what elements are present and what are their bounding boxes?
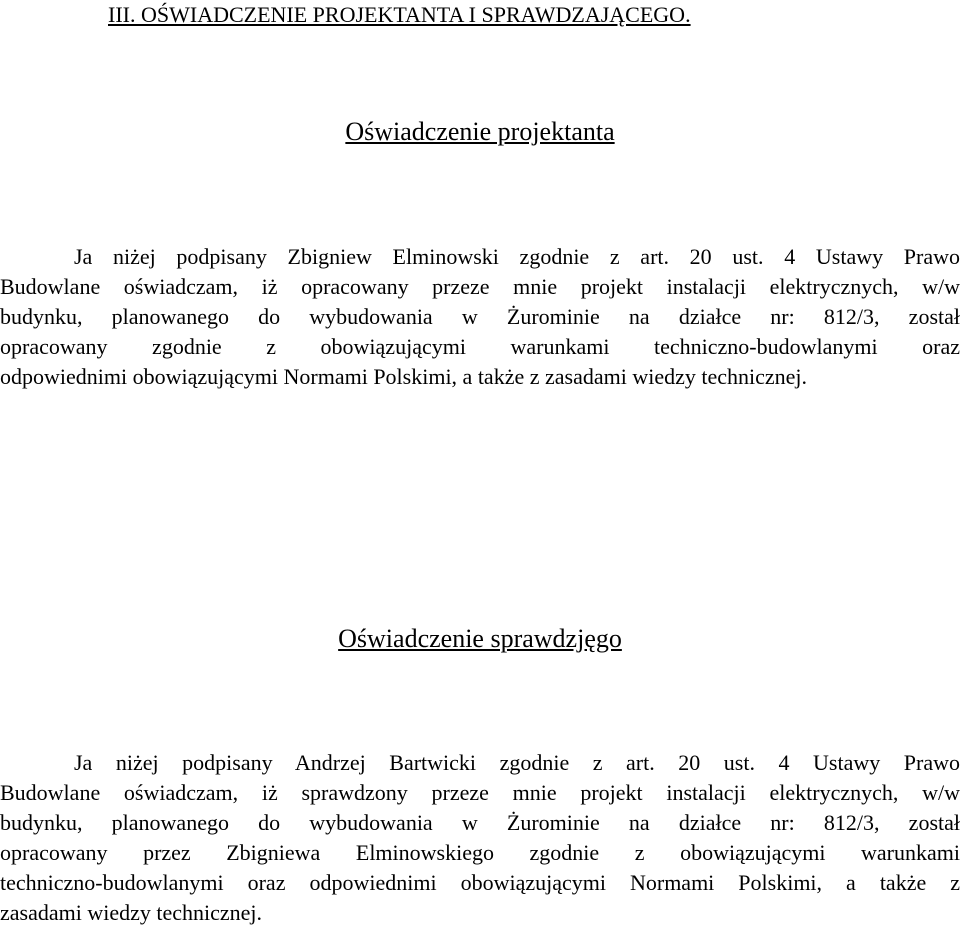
checker-statement-line: Budowlane oświadczam, iż sprawdzony przeze mnie projekt instalacji elektrycznych, w/w bbox=[0, 780, 960, 805]
checker-statement-line: Ja niżej podpisany Andrzej Bartwicki zgodnie z art. 20 ust. 4 Ustawy Prawo bbox=[74, 750, 960, 775]
designer-statement-heading: Oświadczenie projektanta bbox=[345, 117, 615, 146]
section-title: III. OŚWIADCZENIE PROJEKTANTA I SPRAWDZAJĄCEGO. bbox=[108, 2, 691, 27]
checker-statement-paragraph bbox=[0, 748, 960, 928]
checker-statement-heading: Oświadczenie sprawdzjęgo bbox=[338, 624, 622, 653]
designer-statement-line: Ja niżej podpisany Zbigniew Elminowski zgodnie z art. 20 ust. 4 Ustawy Prawo bbox=[74, 244, 960, 269]
checker-statement-line: techniczno-budowlanymi oraz odpowiednimi obowiązującymi Normami Polskimi, a także z bbox=[0, 870, 960, 895]
checker-statement-line: budynku, planowanego do wybudowania w Żurominie na działce nr: 812/3, został bbox=[0, 810, 960, 835]
designer-statement-line: budynku, planowanego do wybudowania w Żurominie na działce nr: 812/3, został bbox=[0, 304, 960, 329]
checker-statement-line: opracowany przez Zbigniewa Elminowskiego zgodnie z obowiązującymi warunkami bbox=[0, 840, 960, 865]
designer-statement-line: odpowiednimi obowiązującymi Normami Polskimi, a także z zasadami wiedzy technicznej. bbox=[0, 364, 808, 389]
designer-statement-paragraph bbox=[0, 242, 960, 392]
checker-statement-line: zasadami wiedzy technicznej. bbox=[0, 900, 263, 925]
designer-statement-line: Budowlane oświadczam, iż opracowany przeze mnie projekt instalacji elektrycznych, w/w bbox=[0, 274, 960, 299]
designer-statement-line: opracowany zgodnie z obowiązującymi warunkami techniczno-budowlanymi oraz bbox=[0, 334, 960, 359]
